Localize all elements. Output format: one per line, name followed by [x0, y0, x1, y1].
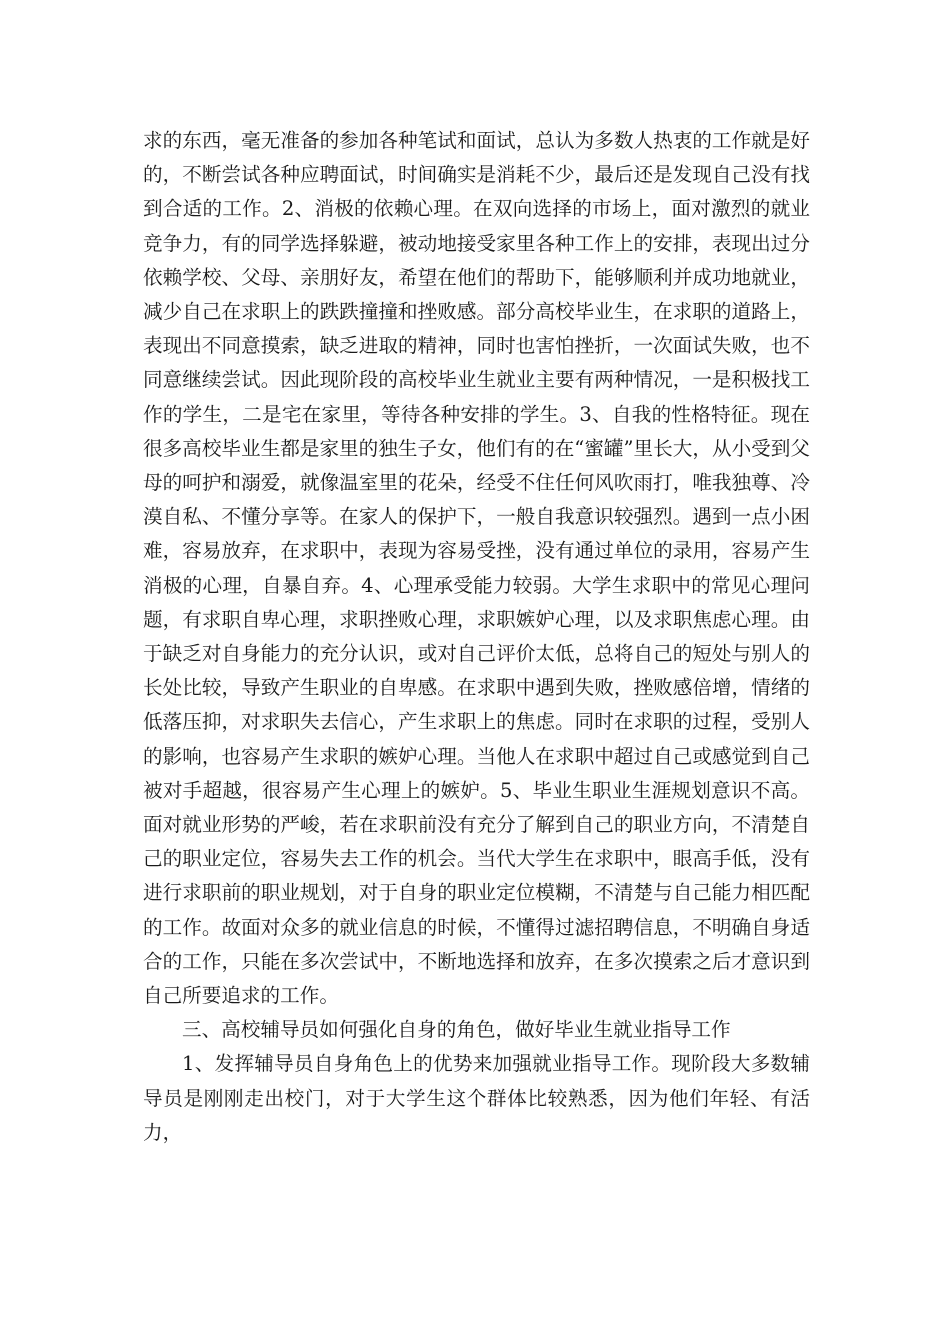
section-heading: 三、高校辅导员如何强化自身的角色，做好毕业生就业指导工作 [182, 1018, 731, 1042]
paragraph-continuation: 求的东西，毫无准备的参加各种笔试和面试，总认为多数人热衷的工作就是好的，不断尝试各种应聘面试，时间确实是消耗不少，最后还是发现自己没有找到合适的工作。2、消极的依赖心理。在双向选择的市场上，面对激烈的就业竞争力，有的同学选择躲避，被动地接受家里各种工作上的安排，表现出过分依赖学校、父母、亲朋好友，希望在他们的帮助下，能够顺利并成功地就业，减少自己在求职上的跌跌撞撞和挫败感。部分高校毕业生，在求职的道路上，表现出不同意摸索，缺乏进取的精神，同时也害怕挫折，一次面试失败，也不同意继续尝试。因此现阶段的高校毕业生就业主要有两种情况，一是积极找工作的学生，二是宅在家里，等待各种安排的学生。3、自我的性格特征。现在很多高校毕业生都是家里的独生子女，他们有的在“蜜罐”里长大，从小受到父母的呵护和溺爱，就像温室里的花朵，经受不住任何风吹雨打，唯我独尊、冷漠自私、不懂分享等。在家人的保护下，一般自我意识较强烈。遇到一点小困难，容易放弃，在求职中，表现为容易受挫，没有通过单位的录用，容易产生消极的心理，自暴自弃。4、心理承受能力较弱。大学生求职中的常见心理问题，有求职自卑心理，求职挫败心理，求职嫉妒心理，以及求职焦虑心理。由于缺乏对自身能力的充分认识，或对自己评价太低，总将自己的短处与别人的长处比较，导致产生职业的自卑感。在求职中遇到失败，挫败感倍增，情绪的低落压抑，对求职失去信心，产生求职上的焦虑。同时在求职的过程，受别人的影响，也容易产生求职的嫉妒心理。当他人在求职中超过自己或感觉到自己被对手超越，很容易产生心理上的嫉妒。5、毕业生职业生涯规划意识不高。面对就业形势的严峻，若在求职前没有充分了解到自己的职业方向，不清楚自己的职业定位，容易失去工作的机会。当代大学生在求职中，眼高手低，没有进行求职前的职业规划，对于自身的职业定位模糊，不清楚与自己能力相匹配的工作。故面对众多的就业信息的时候，不懂得过滤招聘信息，不明确自身适合的工作，只能在多次尝试中，不断地选择和放弃，在多次摸索之后才意识到自己所要追求的工作。 [143, 129, 810, 1008]
body-text [143, 124, 810, 1150]
paragraph-section-1: 1、发挥辅导员自身角色上的优势来加强就业指导工作。现阶段大多数辅导员是刚刚走出校门，对于大学生这个群体比较熟悉，因为他们年轻、有活力， [143, 1052, 810, 1144]
